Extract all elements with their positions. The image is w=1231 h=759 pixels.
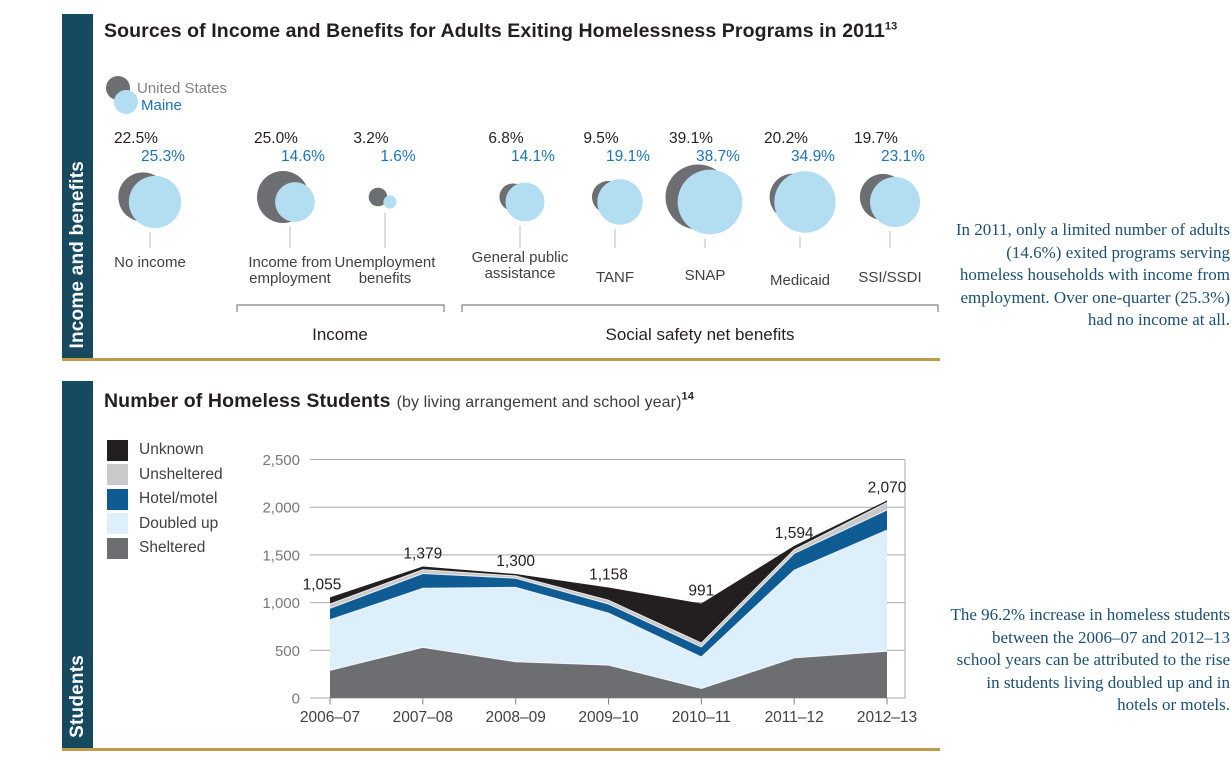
area-chart-legend <box>107 438 223 561</box>
total-label-2011-12: 1,594 <box>774 524 814 542</box>
legend-item-unknown <box>107 438 223 463</box>
legend-label-doubled-up: Doubled up <box>139 514 219 532</box>
group-bracket-label-social-safety-net-benefits: Social safety net benefits <box>605 325 795 344</box>
maine-bubble-medicaid <box>774 171 835 232</box>
category-label-general-public-assistance: General public assistance <box>471 249 569 282</box>
total-label-2007-08: 1,379 <box>403 545 443 563</box>
total-label-2006-07: 1,055 <box>302 576 342 594</box>
x-tick-label-2009-10: 2009–10 <box>578 709 639 726</box>
sidebar-tab-label: Income and benefits <box>66 161 88 349</box>
y-tick-label: 0 <box>291 690 300 708</box>
category-label-no-income: No income <box>114 254 186 271</box>
us-value-unemployment-benefits: 3.2% <box>353 130 389 147</box>
maine-bubble-income-from-employment <box>275 182 315 222</box>
students-chart-title: Number of Homeless Students (by living arrangement and school year)$^{14}$ <box>104 390 694 412</box>
footnote-marker: 14 <box>681 390 694 403</box>
group-bracket-income <box>237 305 444 312</box>
legend-label-united-states: United States <box>137 80 228 97</box>
y-tick-label: 500 <box>274 642 300 660</box>
category-label-income-from-employment: Income from employment <box>248 254 332 287</box>
maine-value-unemployment-benefits: 1.6% <box>380 148 416 165</box>
x-tick-label-2011-12: 2011–12 <box>764 709 824 726</box>
us-value-snap: 39.1% <box>669 130 713 147</box>
legend-item-doubled-up <box>107 512 223 537</box>
us-value-no-income: 22.5% <box>114 130 158 147</box>
x-tick-label-2010-11: 2010–11 <box>671 709 731 726</box>
legend-item-sheltered <box>107 536 223 561</box>
gold-divider <box>62 358 940 361</box>
maine-bubble-ssi-ssdi <box>870 177 920 227</box>
maine-value-no-income: 25.3% <box>141 148 185 165</box>
legend-label-hotel-motel: Hotel/motel <box>139 490 218 508</box>
maine-bubble-tanf <box>597 179 642 224</box>
category-label-tanf: TANF <box>595 269 635 286</box>
legend-label-unsheltered: Unsheltered <box>139 465 223 483</box>
category-label-medicaid: Medicaid <box>769 272 831 289</box>
legend-item-unsheltered <box>107 463 223 488</box>
x-tick-label-2008-09: 2008–09 <box>485 709 546 726</box>
sidebar-tab-label: Students <box>66 655 88 738</box>
x-tick-label-2007-08: 2007–08 <box>392 709 454 726</box>
legend-item-hotel-motel <box>107 487 223 512</box>
total-label-2008-09: 1,300 <box>496 552 536 570</box>
x-tick-label-2006-07: 2006–07 <box>299 709 361 726</box>
group-bracket-label-income: Income <box>312 325 368 344</box>
maine-value-income-from-employment: 14.6% <box>281 148 325 165</box>
income-chart-title: Sources of Income and Benefits for Adults Exiting Homelessness Programs in 2011$^{13}$ <box>104 20 898 42</box>
y-tick-label: 1,500 <box>262 547 300 565</box>
y-tick-label: 2,000 <box>262 499 300 517</box>
total-label-2009-10: 1,158 <box>589 566 628 584</box>
legend-dot-maine <box>114 90 138 114</box>
footnote-marker: 13 <box>884 20 898 33</box>
total-label-2010-11: 991 <box>688 582 715 600</box>
maine-value-snap: 38.7% <box>696 148 740 165</box>
sidebar-tab-students <box>62 381 93 748</box>
legend-label-unknown: Unknown <box>139 441 204 459</box>
us-value-ssi-ssdi: 19.7% <box>854 130 898 147</box>
x-tick-label-2012-13: 2012–13 <box>856 709 918 726</box>
bubble-chart <box>62 118 942 350</box>
stacked-area-chart <box>240 445 940 745</box>
legend-swatch-doubled-up <box>107 513 128 534</box>
category-label-snap: SNAP <box>684 267 726 284</box>
maine-bubble-no-income <box>129 176 181 228</box>
legend-swatch-hotel-motel <box>107 489 128 510</box>
us-value-general-public-assistance: 6.8% <box>488 130 524 147</box>
students-annotation: The 96.2% increase in homeless students between the 2006–07 and 2012–13 school years can be attributed to the rise in students living doubled up and in hotels or motels. <box>950 605 1230 714</box>
us-value-tanf: 9.5% <box>583 130 619 147</box>
us-value-income-from-employment: 25.0% <box>254 130 298 147</box>
maine-value-medicaid: 34.9% <box>791 148 835 165</box>
y-tick-label: 2,500 <box>262 452 300 469</box>
maine-bubble-unemployment-benefits <box>383 195 396 208</box>
income-annotation: In 2011, only a limited number of adults (14.6%) exited programs serving homeless households with income from employment. Over one-quarter (25.3%) had no income at all. <box>955 220 1230 329</box>
maine-value-tanf: 19.1% <box>606 148 650 165</box>
legend-label-maine: Maine <box>141 97 182 114</box>
students-chart-subtitle: (by living arrangement and school year) <box>396 394 682 411</box>
gold-divider <box>62 748 940 751</box>
legend-swatch-sheltered <box>107 538 128 559</box>
category-label-unemployment-benefits: Unemployment benefits <box>334 254 436 287</box>
legend-label-sheltered: Sheltered <box>139 539 206 557</box>
legend-swatch-unsheltered <box>107 464 128 485</box>
maine-value-general-public-assistance: 14.1% <box>511 148 555 165</box>
maine-bubble-snap <box>678 170 743 235</box>
category-label-ssi-ssdi: SSI/SSDI <box>858 269 922 286</box>
y-tick-label: 1,000 <box>262 595 300 613</box>
total-label-2012-13: 2,070 <box>867 479 907 497</box>
maine-bubble-general-public-assistance <box>505 182 544 221</box>
group-bracket-social-safety-net-benefits <box>462 305 938 312</box>
legend-swatch-unknown <box>107 440 128 461</box>
maine-value-ssi-ssdi: 23.1% <box>881 148 925 165</box>
us-value-medicaid: 20.2% <box>764 130 808 147</box>
